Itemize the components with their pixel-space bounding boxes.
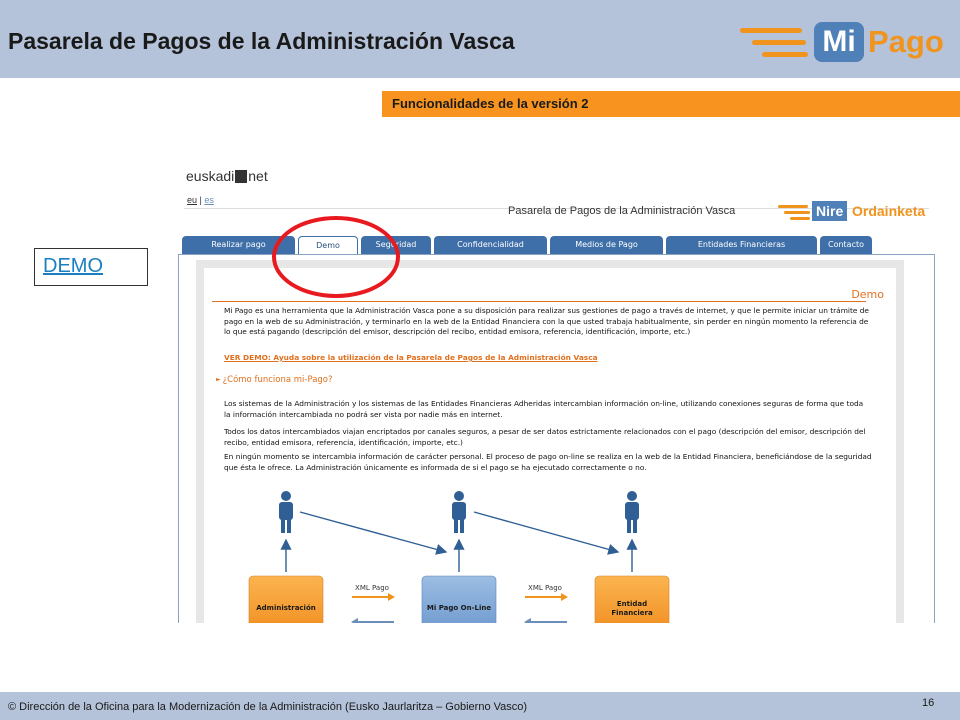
mi-pago-logo — [738, 18, 948, 68]
tab-medios-de-pago[interactable]: Medios de Pago — [550, 236, 663, 254]
demo-link[interactable]: DEMO — [43, 255, 103, 277]
flow-arrow-mipago-to-entidad — [474, 512, 618, 552]
xml-arrowhead-1 — [388, 593, 395, 601]
euskadi-logo-right: net — [248, 168, 268, 184]
nire-logo-speed-line — [784, 211, 810, 214]
language-separator: | — [199, 195, 202, 205]
language-selector — [187, 195, 214, 205]
euskadi-net-logo — [186, 168, 268, 184]
footer-text: © Dirección de la Oficina para la Modernización de la Administración (Eusko Jaurlaritza – Gobierno Vasco) — [8, 701, 528, 713]
xml-arrowhead-2 — [561, 593, 568, 601]
nire-logo-speed-line — [778, 205, 808, 208]
person-icon-mipago — [452, 491, 466, 533]
logo-mi: Mi — [814, 22, 864, 62]
nire-logo-ordainketa: Ordainketa — [852, 203, 926, 219]
content-panel — [196, 260, 904, 623]
slide-title: Pasarela de Pagos de la Administración Vasca — [8, 28, 515, 54]
node-label-administracion: Administración — [256, 604, 316, 612]
tab-confidencialidad[interactable]: Confidencialidad — [434, 236, 547, 254]
nire-logo-nire: Nire — [812, 201, 847, 221]
flow-arrow-admin-to-mipago — [300, 512, 446, 552]
paragraph-1: Los sistemas de la Administración y los sistemas de las Entidades Financieras Adheridas intercambian información on-line, utilizando conexiones seguras de forma que toda la información intercambiada no podrá ser vista por nadie más en internet. — [224, 399, 864, 419]
header-band — [0, 0, 960, 78]
euskadi-logo-mark — [235, 170, 247, 183]
logo-speed-line — [762, 52, 808, 57]
content-heading: Demo — [851, 288, 884, 301]
tab-demo[interactable]: Demo — [298, 236, 358, 254]
message-label-2: XML Pago — [528, 584, 562, 592]
section-label: Funcionalidades de la versión 2 — [382, 91, 960, 117]
tab-seguridad[interactable]: Seguridad — [361, 236, 431, 254]
node-label-mipago: Mi Pago On-Line — [426, 604, 492, 612]
logo-speed-line — [752, 40, 806, 45]
footer-band — [0, 692, 960, 720]
tab-contacto[interactable]: Contacto — [820, 236, 872, 254]
logo-speed-line — [740, 28, 802, 33]
node-mipago — [422, 576, 496, 623]
how-it-works-title — [216, 375, 333, 385]
person-icon-administracion — [279, 491, 293, 533]
return-arrowhead-2 — [524, 618, 531, 623]
intro-paragraph: Mi Pago es una herramienta que la Administración Vasca pone a su disposición para realizar sus gestiones de pago a través de internet, y que le permite iniciar un trámite de pago en la web de su Administración, y terminarlo en la web de la Entidad Financiera con la que usted trabaja habitualmente, sin perder en ningún momento la referencia de lo que está pagando (descripción del emisor, descripción del recibo, entidad emisora, referencia, identificación, importe, etc.) — [224, 306, 869, 337]
tab-entidades-financieras[interactable]: Entidades Financieras — [666, 236, 817, 254]
bullet-arrow-icon: ► — [216, 376, 221, 383]
message-label-1: XML Pago — [355, 584, 389, 592]
how-it-works-title-text: ¿Cómo funciona mi-Pago? — [222, 375, 333, 385]
node-administracion — [249, 576, 323, 623]
demo-link-box — [34, 248, 148, 286]
logo-pago: Pago — [868, 24, 944, 59]
paragraph-2: Todos los datos intercambiados viajan encriptados por canales seguros, a pesar de ser datos estrictamente relacionados con el pago (descripción del emisor, descripción del recibo, entidad emisora, referencia, identificación, importe, etc.) — [224, 427, 866, 447]
node-label-entidad: Entidad Financiera — [611, 600, 653, 617]
language-link-eu[interactable]: eu — [187, 195, 198, 205]
help-demo-link[interactable]: VER DEMO: Ayuda sobre la utilización de la Pasarela de Pagos de la Administración Vasca — [224, 353, 598, 362]
portal-title: Pasarela de Pagos de la Administración Vasca — [508, 205, 736, 217]
nire-logo-speed-line — [790, 217, 810, 220]
heading-rule — [212, 301, 866, 302]
tab-realizar-pago[interactable]: Realizar pago — [182, 236, 295, 254]
language-link-es[interactable]: es — [204, 195, 214, 205]
flow-diagram — [204, 490, 896, 623]
nire-ordainketa-logo — [778, 200, 935, 224]
person-icon-entidad — [625, 491, 639, 533]
paragraph-3: En ningún momento se intercambia información de carácter personal. El proceso de pago on-line se realiza en la web de la Entidad Financiera, beneficiándose de la seguridad que ésta le ofrece. La Administración únicamente es informada de si el pago se ha ejecutado correctamente o no. — [224, 452, 872, 472]
page-number: 16 — [922, 697, 935, 709]
euskadi-logo-left: euskadi — [186, 168, 235, 184]
return-arrowhead-1 — [351, 618, 358, 623]
highlight-circle — [272, 216, 400, 298]
